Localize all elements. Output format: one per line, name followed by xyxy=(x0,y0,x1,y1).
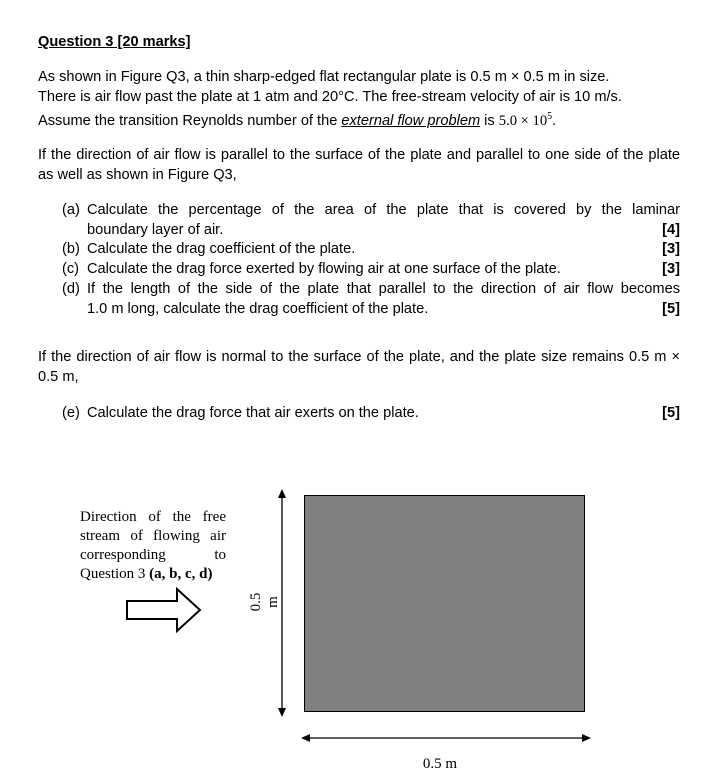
intro-paragraph xyxy=(38,68,680,131)
intro-line-1: As shown in Figure Q3, a thin sharp-edged flat rectangular plate is 0.5 m × 0.5 m in size. xyxy=(38,69,610,85)
flow-note-line-2: stream of flowing air xyxy=(80,528,226,544)
normal-case-paragraph: If the direction of air flow is normal to the surface of the plate, and the plate size remains 0.5 m × 0.5 m, xyxy=(38,349,680,385)
rectangular-plate xyxy=(304,495,585,712)
subquestion-a-line-1: Calculate the percentage of the area of the plate that is covered by the laminar xyxy=(87,202,680,218)
subquestion-d-text xyxy=(87,280,680,319)
reynolds-exponent: 5 xyxy=(547,111,553,122)
horizontal-dimension-arrow xyxy=(300,728,592,748)
intro-line-3-end: . xyxy=(552,112,557,129)
external-flow-term: external flow problem xyxy=(341,112,481,129)
intro-line-3 xyxy=(38,107,680,131)
intro-line-2: There is air flow past the plate at 1 atm and 20°C. The free-stream velocity of air is 10 m/s. xyxy=(38,88,622,105)
subquestion-c xyxy=(62,260,680,280)
vertical-dimension-label: 0.5 m xyxy=(248,592,281,612)
subquestion-e-text: Calculate the drag force that air exerts on the plate. xyxy=(87,405,419,421)
subquestion-a xyxy=(62,201,680,240)
subquestion-b-label: (b) xyxy=(62,241,80,257)
subquestion-d-line-1: If the length of the side of the plate that parallel to the direction of air flow becomes xyxy=(87,281,680,297)
flow-note-line-3: corresponding to xyxy=(80,547,226,563)
subquestion-b xyxy=(62,240,680,260)
parallel-case-paragraph: If the direction of air flow is parallel to the surface of the plate and parallel to one side of the plate as well as shown in Figure Q3, xyxy=(38,147,680,183)
subquestion-d xyxy=(62,280,680,319)
reynolds-number: 5.0 × 10 xyxy=(498,112,548,129)
subquestion-a-marks: [4] xyxy=(662,221,680,238)
subquestion-e-marks: [5] xyxy=(662,405,680,421)
subquestion-a-label: (a) xyxy=(62,202,80,218)
subquestion-a-text xyxy=(87,201,680,240)
intro-line-3-mid: is xyxy=(480,112,499,129)
intro-line-3-start: Assume the transition Reynolds number of the xyxy=(38,112,342,129)
subquestion-d-line-2: 1.0 m long, calculate the drag coefficient of the plate. xyxy=(87,300,429,317)
subquestion-c-text: Calculate the drag force exerted by flowing air at one surface of the plate. xyxy=(87,261,561,277)
subquestion-b-marks: [3] xyxy=(662,241,680,257)
horizontal-dimension-label: 0.5 m xyxy=(422,756,458,772)
question-heading: Question 3 [20 marks] xyxy=(38,34,191,50)
subquestion-c-label: (c) xyxy=(62,261,80,277)
subquestion-c-marks: [3] xyxy=(662,261,680,277)
subquestion-a-line-2: boundary layer of air. xyxy=(87,221,224,238)
flow-note-line-1: Direction of the free xyxy=(80,509,226,525)
subquestion-d-marks: [5] xyxy=(662,300,680,317)
subquestion-e xyxy=(62,404,680,424)
flow-note-line-4 xyxy=(80,565,226,584)
flow-note-line-4-text: Question 3 xyxy=(80,566,150,582)
subquestion-b-text: Calculate the drag coefficient of the plate. xyxy=(87,241,356,257)
flow-note-line-4-parts: (a, b, c, d) xyxy=(149,566,213,582)
subquestion-d-label: (d) xyxy=(62,281,80,297)
subquestion-e-label: (e) xyxy=(62,405,80,421)
flow-direction-note xyxy=(80,508,226,584)
right-block-arrow-icon xyxy=(124,586,204,634)
